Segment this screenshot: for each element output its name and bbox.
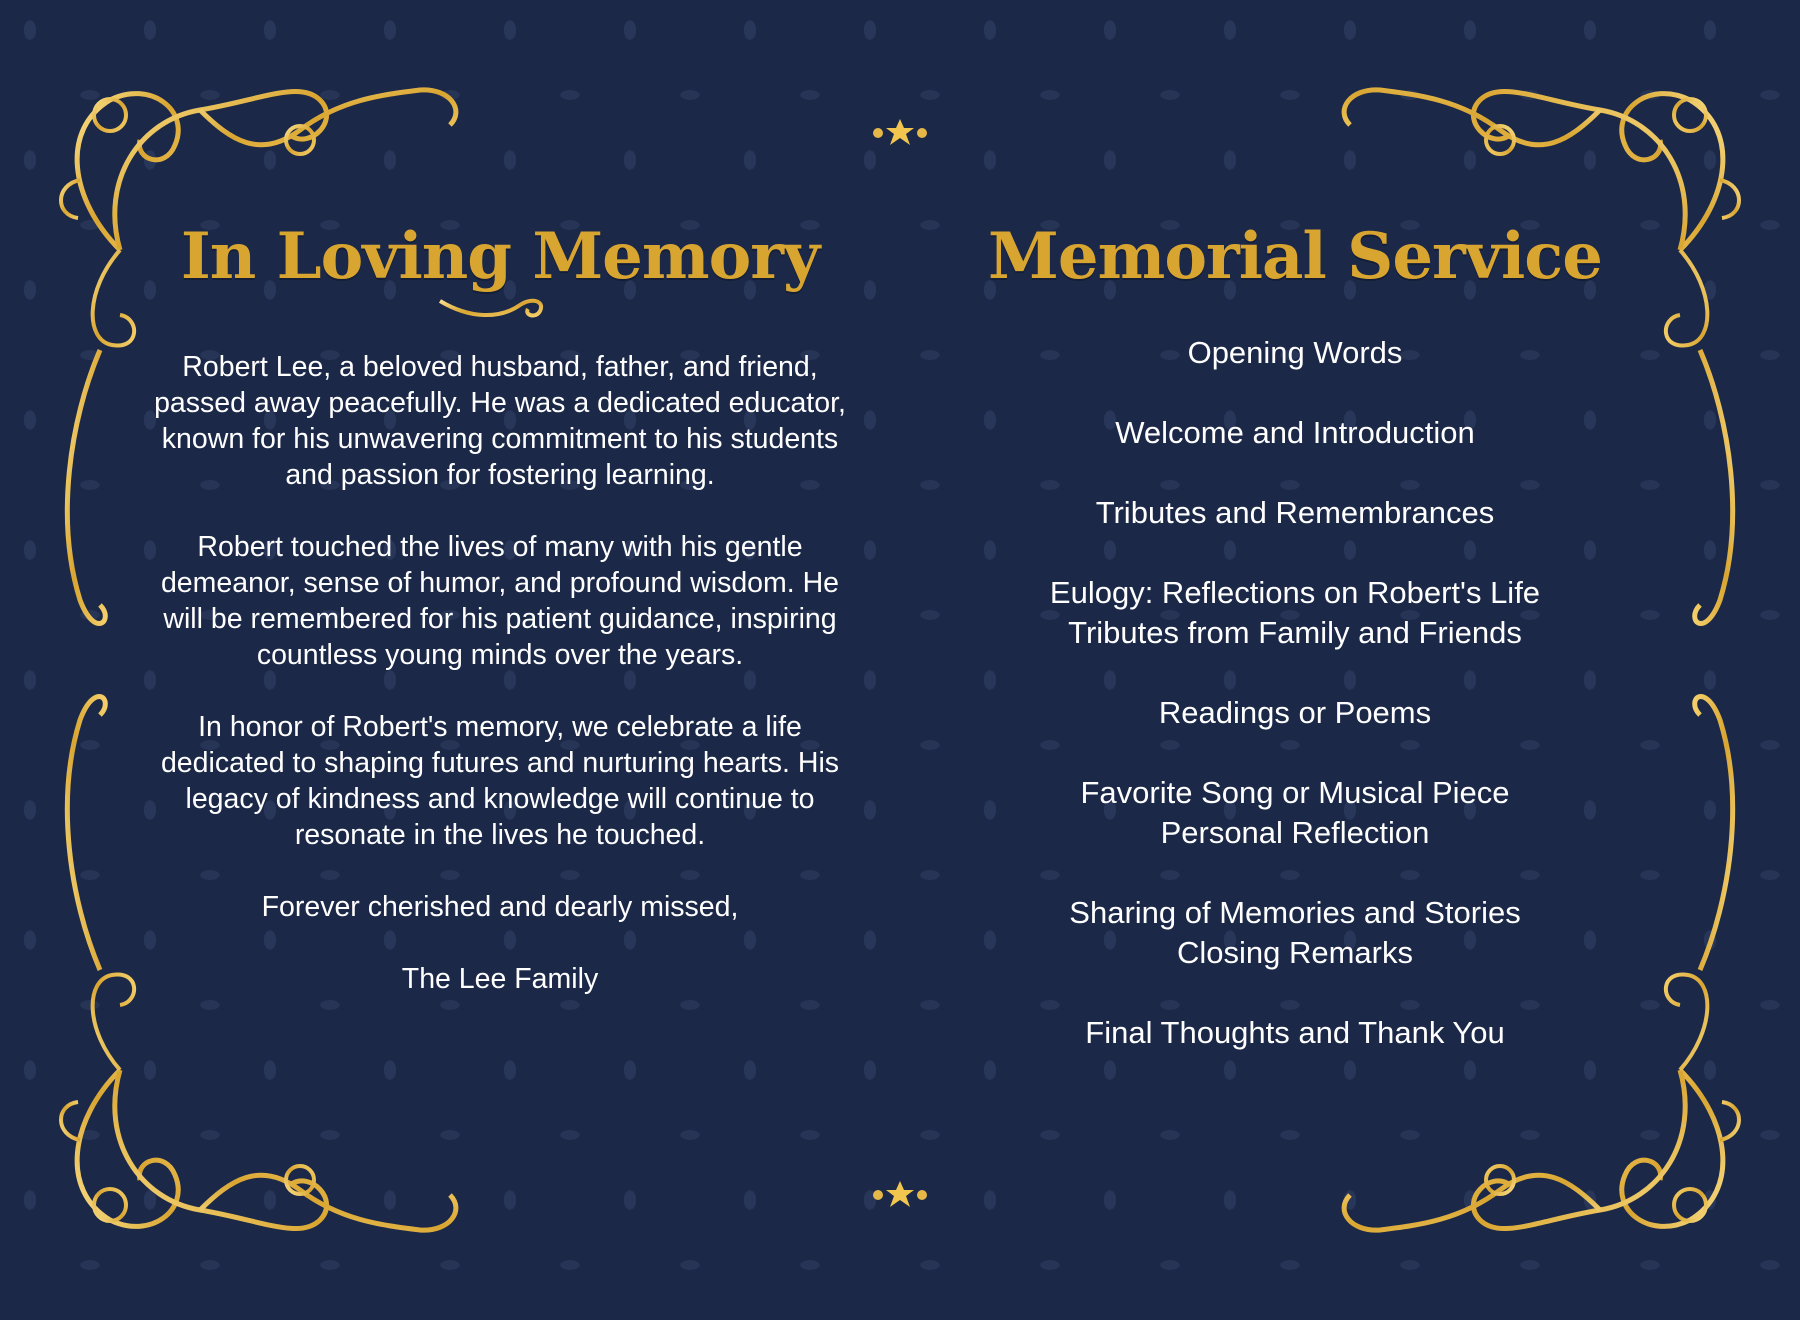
signature: The Lee Family — [401, 963, 599, 995]
right-title: Memorial Service — [988, 219, 1602, 294]
title-swash-icon — [420, 289, 580, 329]
in-loving-memory-panel — [140, 195, 860, 1033]
service-item-line: Tributes and Remembrances — [1095, 495, 1495, 530]
tribute-paragraph: Robert touched the lives of many with his gentle demeanor, sense of humor, and profound wisdom. He will be remembered for his patient guidance, inspiring countless young minds over the years. — [160, 531, 840, 671]
service-program-list — [935, 333, 1655, 1053]
service-item — [935, 413, 1655, 453]
service-item — [935, 893, 1655, 973]
service-item — [935, 333, 1655, 373]
service-item — [935, 693, 1655, 733]
service-item-line: Welcome and Introduction — [1115, 415, 1475, 450]
tribute-paragraph: Robert Lee, a beloved husband, father, and friend, passed away peacefully. He was a dedicated educator, known for his unwavering commitment to his students and passion for fostering learning. — [154, 351, 846, 491]
service-item-line: Personal Reflection — [1160, 815, 1430, 850]
service-item-line: Opening Words — [1187, 335, 1403, 370]
star-divider-icon-bottom — [490, 1181, 1310, 1207]
memorial-service-panel — [935, 195, 1655, 1093]
service-item-line: Readings or Poems — [1158, 695, 1432, 730]
star-divider-icon-top — [490, 119, 1310, 145]
service-item-line: Eulogy: Reflections on Robert's Life — [1049, 575, 1541, 610]
service-item — [935, 773, 1655, 853]
service-item — [935, 1013, 1655, 1053]
service-item — [935, 573, 1655, 653]
service-item — [935, 493, 1655, 533]
closing-line: Forever cherished and dearly missed, — [261, 891, 739, 923]
tribute-paragraph: In honor of Robert's memory, we celebrate a life dedicated to shaping futures and nurturing hearts. His legacy of kindness and knowledge will continue to resonate in the lives he touched. — [160, 711, 840, 851]
service-item-line: Final Thoughts and Thank You — [1085, 1015, 1505, 1050]
service-item-line: Favorite Song or Musical Piece — [1080, 775, 1510, 810]
service-item-line: Closing Remarks — [1176, 935, 1413, 970]
service-item-line: Tributes from Family and Friends — [1068, 615, 1522, 650]
tribute-text — [140, 349, 860, 997]
service-item-line: Sharing of Memories and Stories — [1069, 895, 1521, 930]
left-title: In Loving Memory — [180, 219, 820, 294]
